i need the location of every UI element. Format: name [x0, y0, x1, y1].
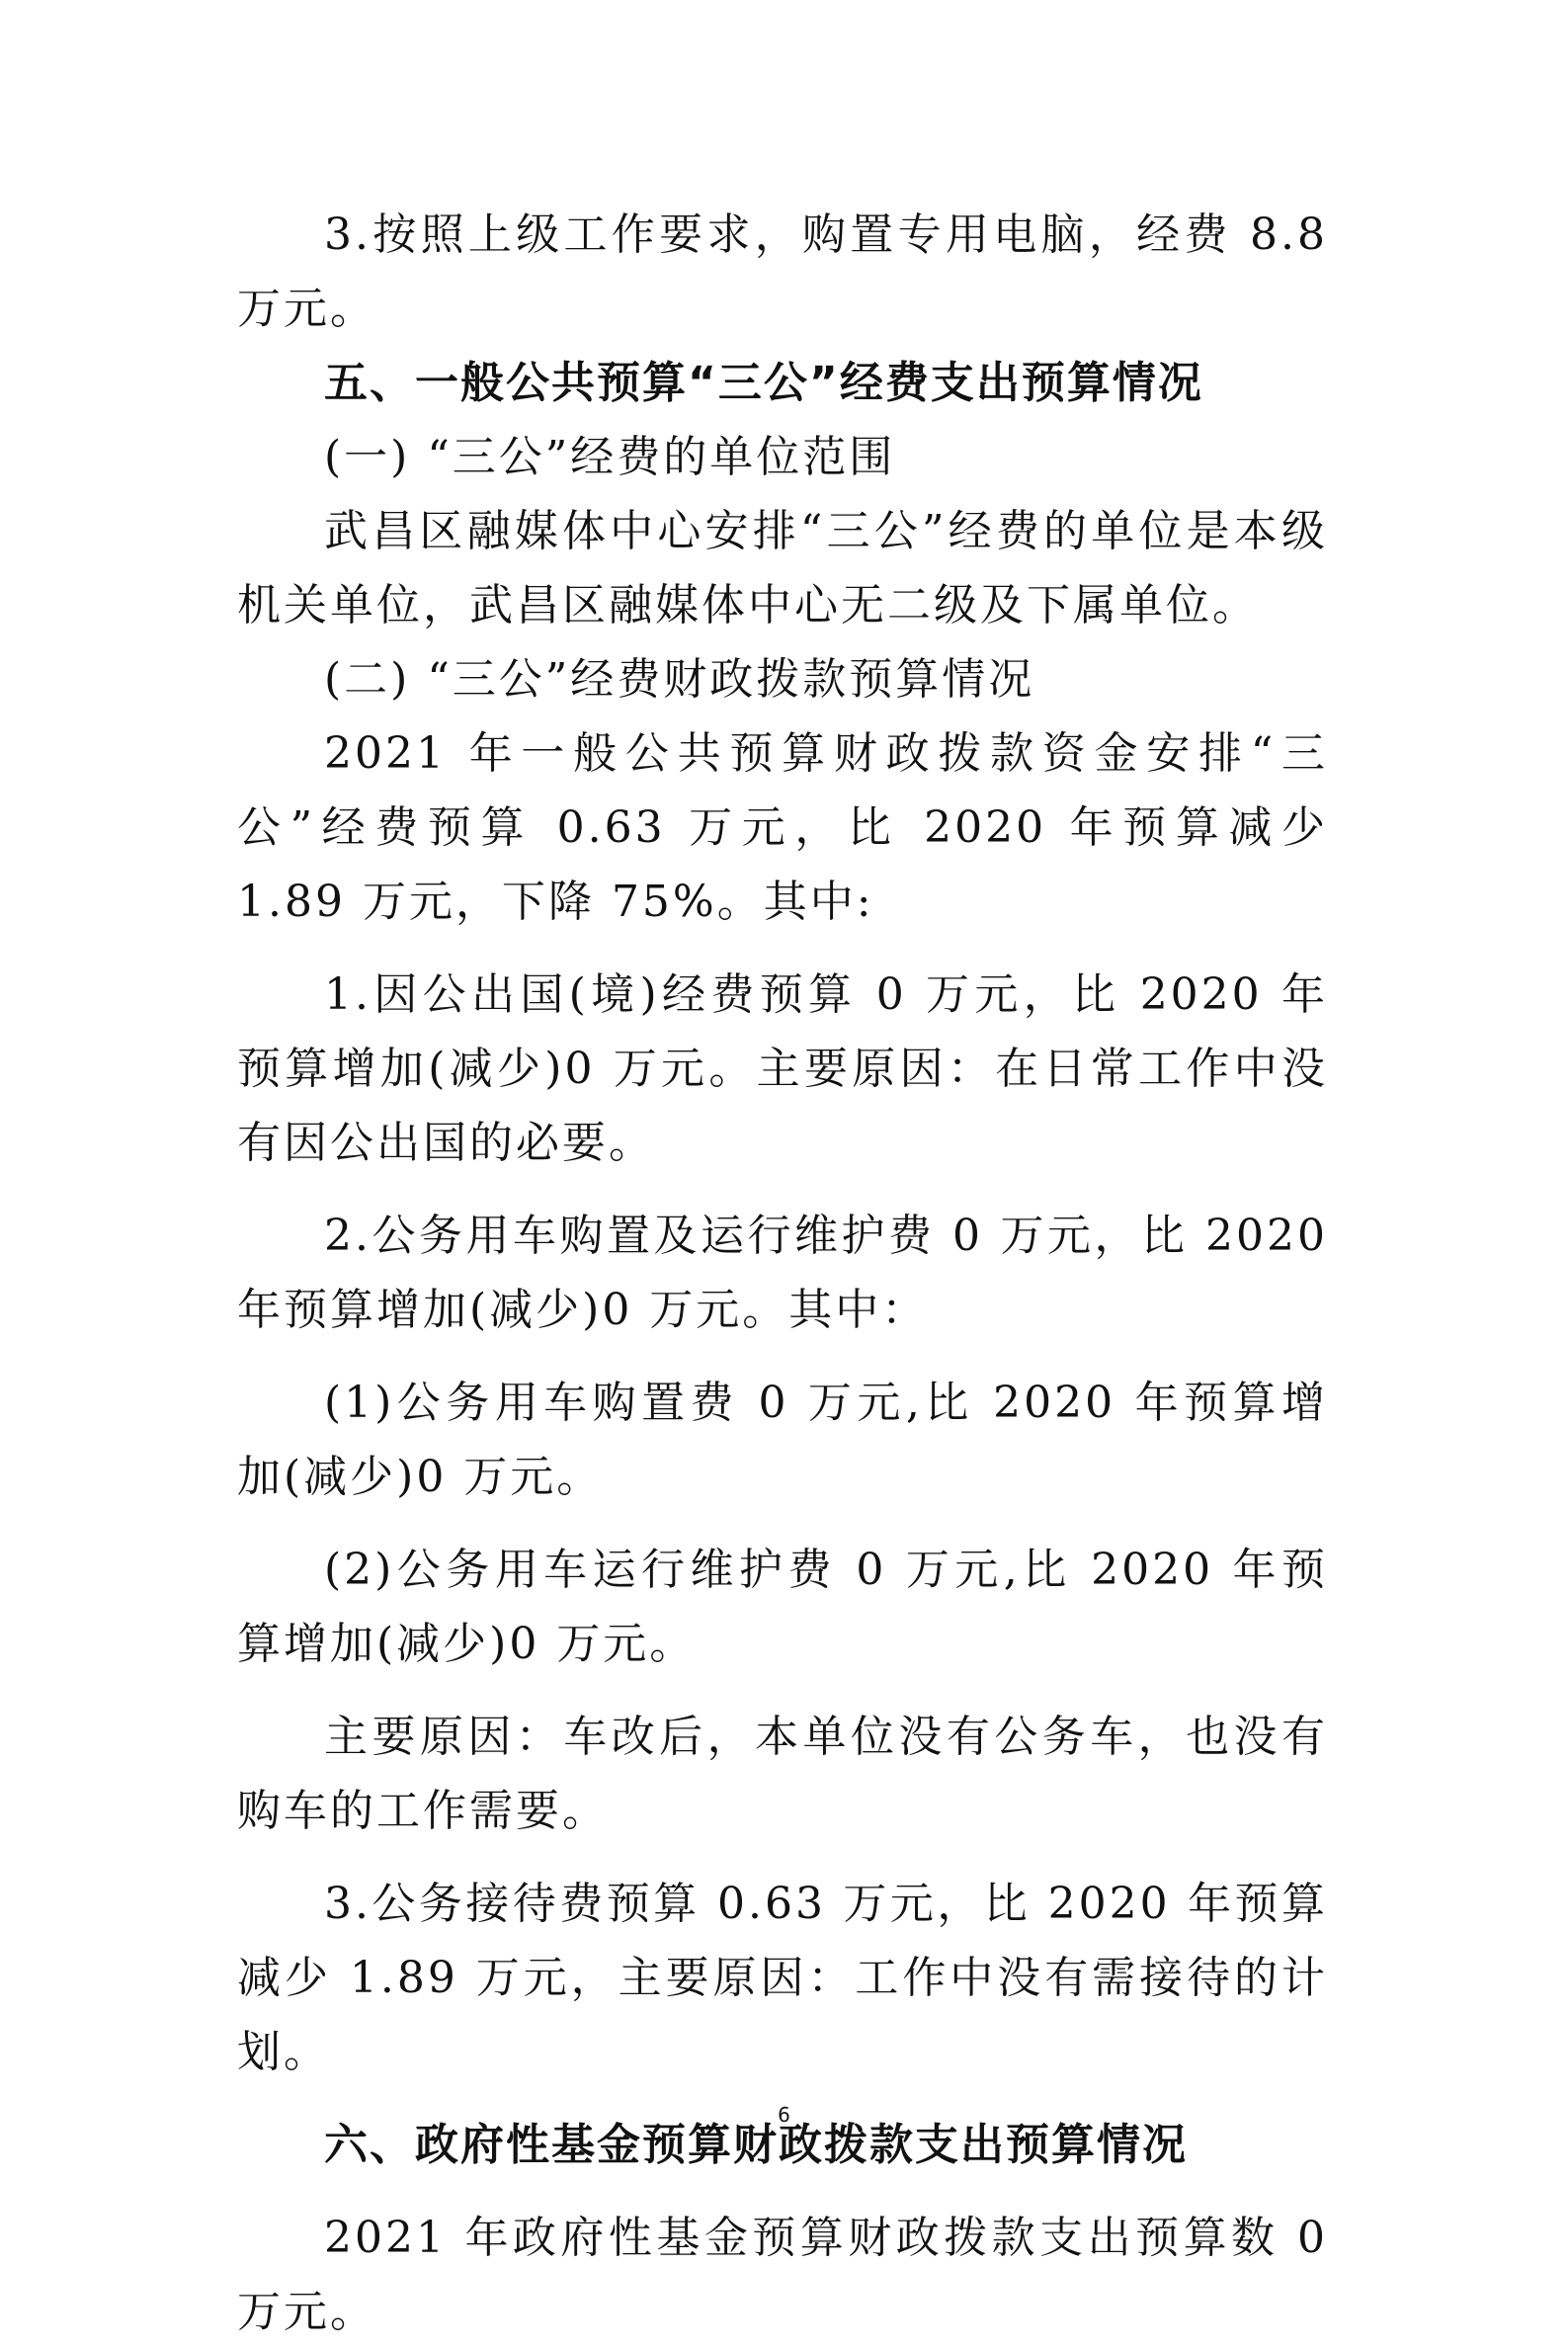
item-vehicle-purchase: (1)公务用车购置费 0 万元,比 2020 年预算增加(减少)0 万元。: [237, 1378, 1328, 1502]
page-number: 6: [778, 2103, 790, 2127]
document-body: [237, 198, 1328, 2349]
section-heading-five: 五、一般公共预算“三公”经费支出预算情况: [324, 358, 1203, 408]
section-heading-six: 六、政府性基金预算财政拨款支出预算情况: [324, 2120, 1188, 2170]
paragraph-computer-purchase: 3.按照上级工作要求，购置专用电脑，经费 8.8 万元。: [237, 210, 1328, 334]
item-official-vehicles: 2.公务用车购置及运行维护费 0 万元，比 2020 年预算增加(减少)0 万元。其中：: [237, 1211, 1328, 1335]
item-vehicle-operation: (2)公务用车运行维护费 0 万元,比 2020 年预算增加(减少)0 万元。: [237, 1545, 1328, 1669]
subheading-unit-scope: (一) “三公”经费的单位范围: [324, 432, 896, 482]
item-reception: 3.公务接待费预算 0.63 万元，比 2020 年预算减少 1.89 万元，主要原因：工作中没有需接待的计划。: [237, 1879, 1328, 2077]
subheading-budget-status: (二) “三公”经费财政拨款预算情况: [324, 654, 1035, 705]
paragraph-budget-total: 2021 年一般公共预算财政拨款资金安排“三公”经费预算 0.63 万元，比 2020 年预算减少 1.89 万元，下降 75%。其中:: [237, 728, 1328, 927]
item-overseas-travel: 1.因公出国(境)经费预算 0 万元，比 2020 年预算增加(减少)0 万元。主要原因：在日常工作中没有因公出国的必要。: [237, 969, 1328, 1168]
paragraph-government-fund: 2021 年政府性基金预算财政拨款支出预算数 0 万元。: [237, 2213, 1328, 2337]
paragraph-unit-scope: 武昌区融媒体中心安排“三公”经费的单位是本级机关单位，武昌区融媒体中心无二级及下属单位。: [237, 506, 1328, 630]
paragraph-main-reason: 主要原因：车改后，本单位没有公务车，也没有购车的工作需要。: [237, 1712, 1328, 1836]
